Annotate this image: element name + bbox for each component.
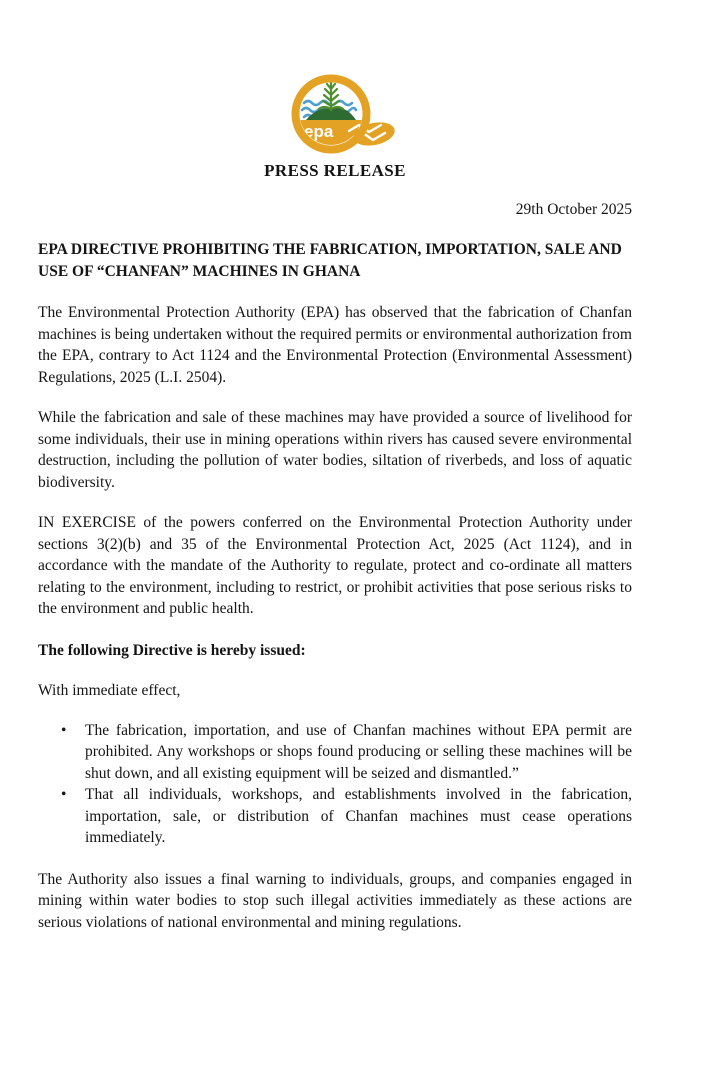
paragraph-legal-basis: IN EXERCISE of the powers conferred on the Environmental Protection Authority under sections 3(2)(b) and 35 of the Environmental Protection Act, 2025 (Act 1124), and in accordance with the mandate of the Authority to regulate, protect and co-ordinate all matters relating to the environment, including to restrict, or prohibit activities that pose serious risks to the environment and public health. — [38, 514, 632, 617]
release-date: 29th October 2025 — [515, 201, 632, 218]
directive-heading: The following Directive is hereby issued: — [38, 641, 306, 659]
headline: EPA DIRECTIVE PROHIBITING THE FABRICATION, IMPORTATION, SALE AND USE OF “CHANFAN” MACHINES IN GHANA — [38, 241, 622, 280]
letterhead — [38, 0, 632, 181]
epa-logo-icon — [291, 74, 397, 154]
closing-paragraph: The Authority also issues a final warning to individuals, groups, and companies engaged in mining within water bodies to stop such illegal activities immediately as these actions are serious violations of national environmental and mining regulations. — [38, 870, 632, 931]
paragraph-observation: The Environmental Protection Authority (EPA) has observed that the fabrication of Chanfan machines is being undertaken without the required permits or environmental authorization from the EPA, contrary to Act 1124 and the Environmental Protection (Environmental Assessment) Regulations, 2025 (L.I. 2504). — [38, 304, 632, 386]
press-release-title: PRESS RELEASE — [264, 161, 406, 180]
paragraph-impact: While the fabrication and sale of these machines may have provided a source of livelihood for some individuals, their use in mining operations within rivers has caused severe environmental destruction, including the pollution of water bodies, siltation of riverbeds, and loss of aquatic biodiversity. — [38, 409, 632, 491]
effect-line: With immediate effect, — [38, 682, 181, 699]
list-item: • The fabrication, importation, and use of Chanfan machines without EPA permit are prohibited. Any workshops or shops found producing or selling these machines will be shut down, and all existing equipment will be seized and dismantled.” — [85, 720, 632, 785]
epa-wordmark: epa — [304, 122, 334, 141]
directive-list — [38, 720, 632, 849]
list-item: • That all individuals, workshops, and establishments involved in the fabrication, importation, sale, or distribution of Chanfan machines must cease operations immediately. — [85, 784, 632, 849]
